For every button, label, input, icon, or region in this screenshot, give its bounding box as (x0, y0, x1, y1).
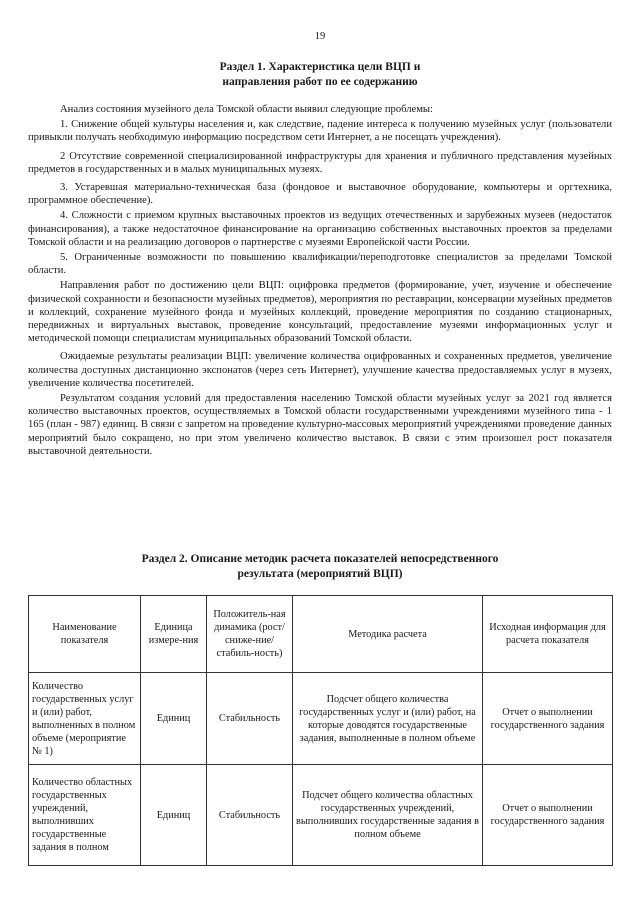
paragraph-problem-2: 2 Отсутствие современной специализированной инфраструктуры для хранения и публичного представления музейных предметов в государственных и в малых муниципальных музеях. (28, 150, 612, 175)
section-2-title-line-1: Раздел 2. Описание методик расчета показателей непосредственного (141, 553, 499, 565)
header-source: Исходная информация для расчета показателя (483, 596, 613, 673)
section-1-body (28, 103, 612, 460)
header-unit: Единица измере-ния (141, 596, 207, 673)
cell-unit: Единиц (141, 673, 207, 765)
cell-method: Подсчет общего количества государственных услуг и (или) работ, на которые доводятся государственные задания, выполненные в полном объеме (293, 673, 483, 765)
table-row (29, 765, 613, 866)
paragraph-problem-1: 1. Снижение общей культуры населения и, как следствие, падение интереса к получению музейных услуг (пользователи привыкли получать необходимую информацию посредством сети Интернет, а не посещать учреждения). (28, 119, 612, 144)
paragraph-results-2021: Результатом создания условий для предоставления населению Томской области музейных услуг за 2021 год является количество выставочных проектов, осуществляемых в Томской области государственными учреждениями музейного типа - 1 165 (план - 987) единиц. В связи с запретом на проведение культурно-массовых мероприятий учреждениями проведение данных мероприятий было сокращено, но при этом увеличено количество выставок. В связи с этим произошел рост показателя выставочной деятельности. (28, 393, 612, 457)
header-dynamics: Положитель-ная динамика (рост/сниже-ние/стабиль-ность) (207, 596, 293, 673)
section-1-title-line-2: направления работ по ее содержанию (222, 76, 418, 88)
table-header-row (29, 596, 613, 673)
cell-indicator-name: Количество областных государственных учреждений, выполнивших государственные задания в полном (29, 765, 141, 866)
indicators-table (28, 595, 613, 866)
paragraph-directions: Направления работ по достижению цели ВЦП: оцифровка предметов (формирование, учет, изучение и обеспечение физической сохранности и безопасности музейных предметов), мероприятия по реставрации, консервации музейных предметов и коллекций, сохранение музейного фонда и музейных коллекций, проведение мероприятия по созданию стационарных, передвижных и виртуальных выставок, проведение консультаций, предоставление музеями информационных услуг и методической помощи специалистам муниципальных образований Томской области. (28, 280, 612, 345)
cell-method: Подсчет общего количества областных государственных учреждений, выполнивших государственные задания в полном объеме (293, 765, 483, 866)
paragraph-problem-4: 4. Сложности с приемом крупных выставочных проектов из ведущих отечественных и зарубежных музеев (недостаток финансирования), а также недостаточное финансирование на организацию собственных выставочных проектов за пределами Томской области и на реализацию договоров о партнерстве с музеями Европейской части России. (28, 210, 612, 248)
header-indicator-name: Наименование показателя (29, 596, 141, 673)
cell-source: Отчет о выполнении государственного задания (483, 765, 613, 866)
cell-source: Отчет о выполнении государственного задания (483, 673, 613, 765)
header-method: Методика расчета (293, 596, 483, 673)
page-number: 19 (314, 31, 326, 42)
section-2-title-line-2: результата (мероприятий ВЦП) (237, 568, 403, 580)
section-1-title-line-1: Раздел 1. Характеристика цели ВЦП и (219, 61, 421, 73)
paragraph-intro: Анализ состояния музейного дела Томской области выявил следующие проблемы: (60, 104, 433, 115)
cell-dynamics: Стабильность (207, 673, 293, 765)
paragraph-problem-5: 5. Ограниченные возможности по повышению квалификации/переподготовке специалистов за пределами Томской области. (28, 252, 612, 277)
paragraph-problem-3: 3. Устаревшая материально-техническая база (фондовое и выставочное оборудование, компьютеры и оргтехника, программное обеспечение). (28, 182, 612, 207)
table-row (29, 673, 613, 765)
cell-unit: Единиц (141, 765, 207, 866)
paragraph-expected-results: Ожидаемые результаты реализации ВЦП: увеличение количества оцифрованных и сохраненных предметов, увеличение количества доступных дистанционно экспонатов (через сеть Интернет), улучшение качества предоставляемых услуг в музеях, увеличение количества посетителей. (28, 351, 612, 389)
cell-dynamics: Стабильность (207, 765, 293, 866)
section-2-title (0, 552, 640, 582)
cell-indicator-name: Количество государственных услуг и (или) работ, выполненных в полном объеме (мероприятие № 1) (29, 673, 141, 765)
section-1-title (0, 60, 640, 90)
